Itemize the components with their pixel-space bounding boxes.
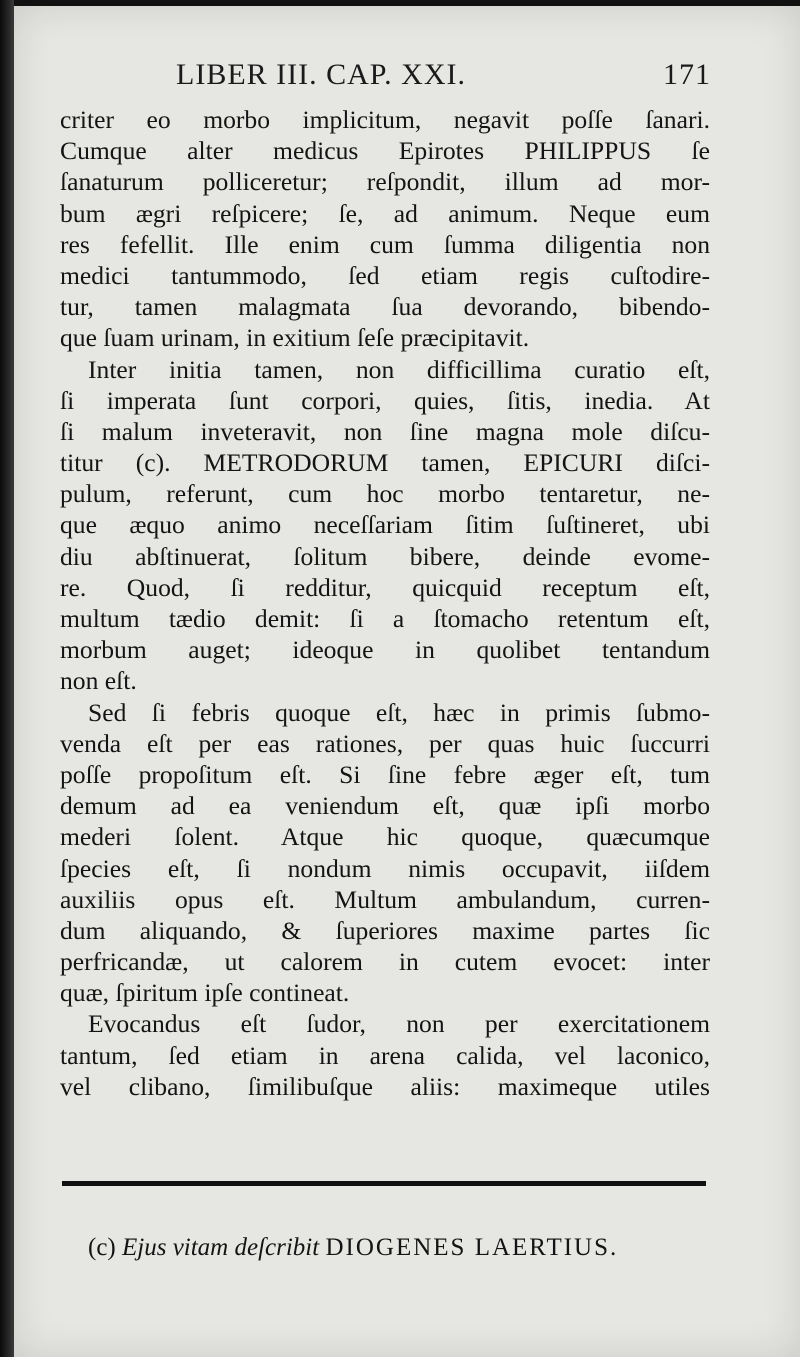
- text-line: quæ, ſpiritum ipſe contineat.: [60, 978, 350, 1008]
- page-number: 171: [663, 58, 711, 91]
- text-line: ſanaturum polliceretur; reſpondit, illum ad mor-: [60, 167, 710, 197]
- text-line: medici tantummodo, ſed etiam regis cuſtodire-: [60, 260, 710, 290]
- text-line: multum tædio demit: ſi a ſtomacho retentum eſt,: [60, 604, 710, 633]
- text-line: auxiliis opus eſt. Multum ambulandum, curren-: [60, 884, 710, 914]
- text-line: vel clibano, ſimilibuſque aliis: maximeque utiles: [60, 1071, 710, 1101]
- text-line: diu abſtinuerat, ſolitum bibere, deinde evome-: [60, 541, 710, 571]
- text-line: ſi malum inveteravit, non ſine magna mole diſcu-: [60, 416, 710, 446]
- footnote: [88, 1234, 708, 1262]
- text-line: demum ad ea veniendum eſt, quæ ipſi morbo: [60, 791, 710, 821]
- text-line: mederi ſolent. Atque hic quoque, quæcumque: [60, 822, 710, 852]
- text-line: dum aliquando, & ſuperiores maxime partes ſic: [60, 915, 710, 945]
- text-line: tantum, ſed etiam in arena calida, vel laconico,: [60, 1040, 710, 1070]
- running-header: [176, 58, 711, 98]
- text-line: res fefellit. Ille enim cum ſumma diligentia non: [60, 229, 710, 259]
- text-line: ſpecies eſt, ſi nondum nimis occupavit, iiſdem: [60, 853, 710, 883]
- text-line: tur, tamen malagmata ſua devorando, bibendo-: [60, 292, 710, 322]
- footnote-author-name: DIOGENES LAERTIUS.: [325, 1234, 619, 1261]
- text-line: pulum, referunt, cum hoc morbo tentaretur, ne-: [60, 479, 710, 509]
- text-line: perfricandæ, ut calorem in cutem evocet: inter: [60, 947, 710, 977]
- text-line: venda eſt per eas rationes, per quas huic ſuccurri: [60, 728, 710, 758]
- text-line: que æquo animo neceſſariam ſitim ſuſtineret, ubi: [60, 510, 710, 540]
- footnote-rule: [62, 1181, 706, 1186]
- text-line: non eſt.: [60, 666, 137, 696]
- footnote-italic-text: Ejus vitam deſcribit: [122, 1234, 320, 1261]
- page-gutter-shadow: [0, 0, 14, 1357]
- text-line: Cumque alter medicus Epirotes PHILIPPUS ſe: [60, 136, 710, 166]
- header-title: LIBER III. CAP. XXI.: [176, 58, 466, 91]
- text-line: que ſuam urinam, in exitium ſeſe præcipitavit.: [60, 323, 530, 353]
- footnote-marker: (c): [88, 1234, 116, 1261]
- text-line: morbum auget; ideoque in quolibet tentandum: [60, 635, 710, 665]
- text-line: Inter initia tamen, non difficillima curatio eſt,: [88, 354, 710, 384]
- text-line: poſſe propoſitum eſt. Si ſine febre æger eſt, tum: [60, 759, 710, 789]
- text-line: bum ægri reſpicere; ſe, ad animum. Neque eum: [60, 198, 710, 228]
- text-line: re. Quod, ſi redditur, quicquid receptum eſt,: [60, 572, 710, 602]
- text-line: ſi imperata ſunt corpori, quies, ſitis, inedia. At: [60, 385, 710, 415]
- text-line: titur (c). METRODORUM tamen, EPICURI diſci-: [60, 448, 710, 478]
- body-text: [60, 104, 710, 1102]
- text-line: criter eo morbo implicitum, negavit poſſe ſanari.: [60, 105, 710, 134]
- text-line: Sed ſi febris quoque eſt, hæc in primis ſubmo-: [88, 697, 710, 727]
- text-line: Evocandus eſt ſudor, non per exercitationem: [88, 1009, 710, 1039]
